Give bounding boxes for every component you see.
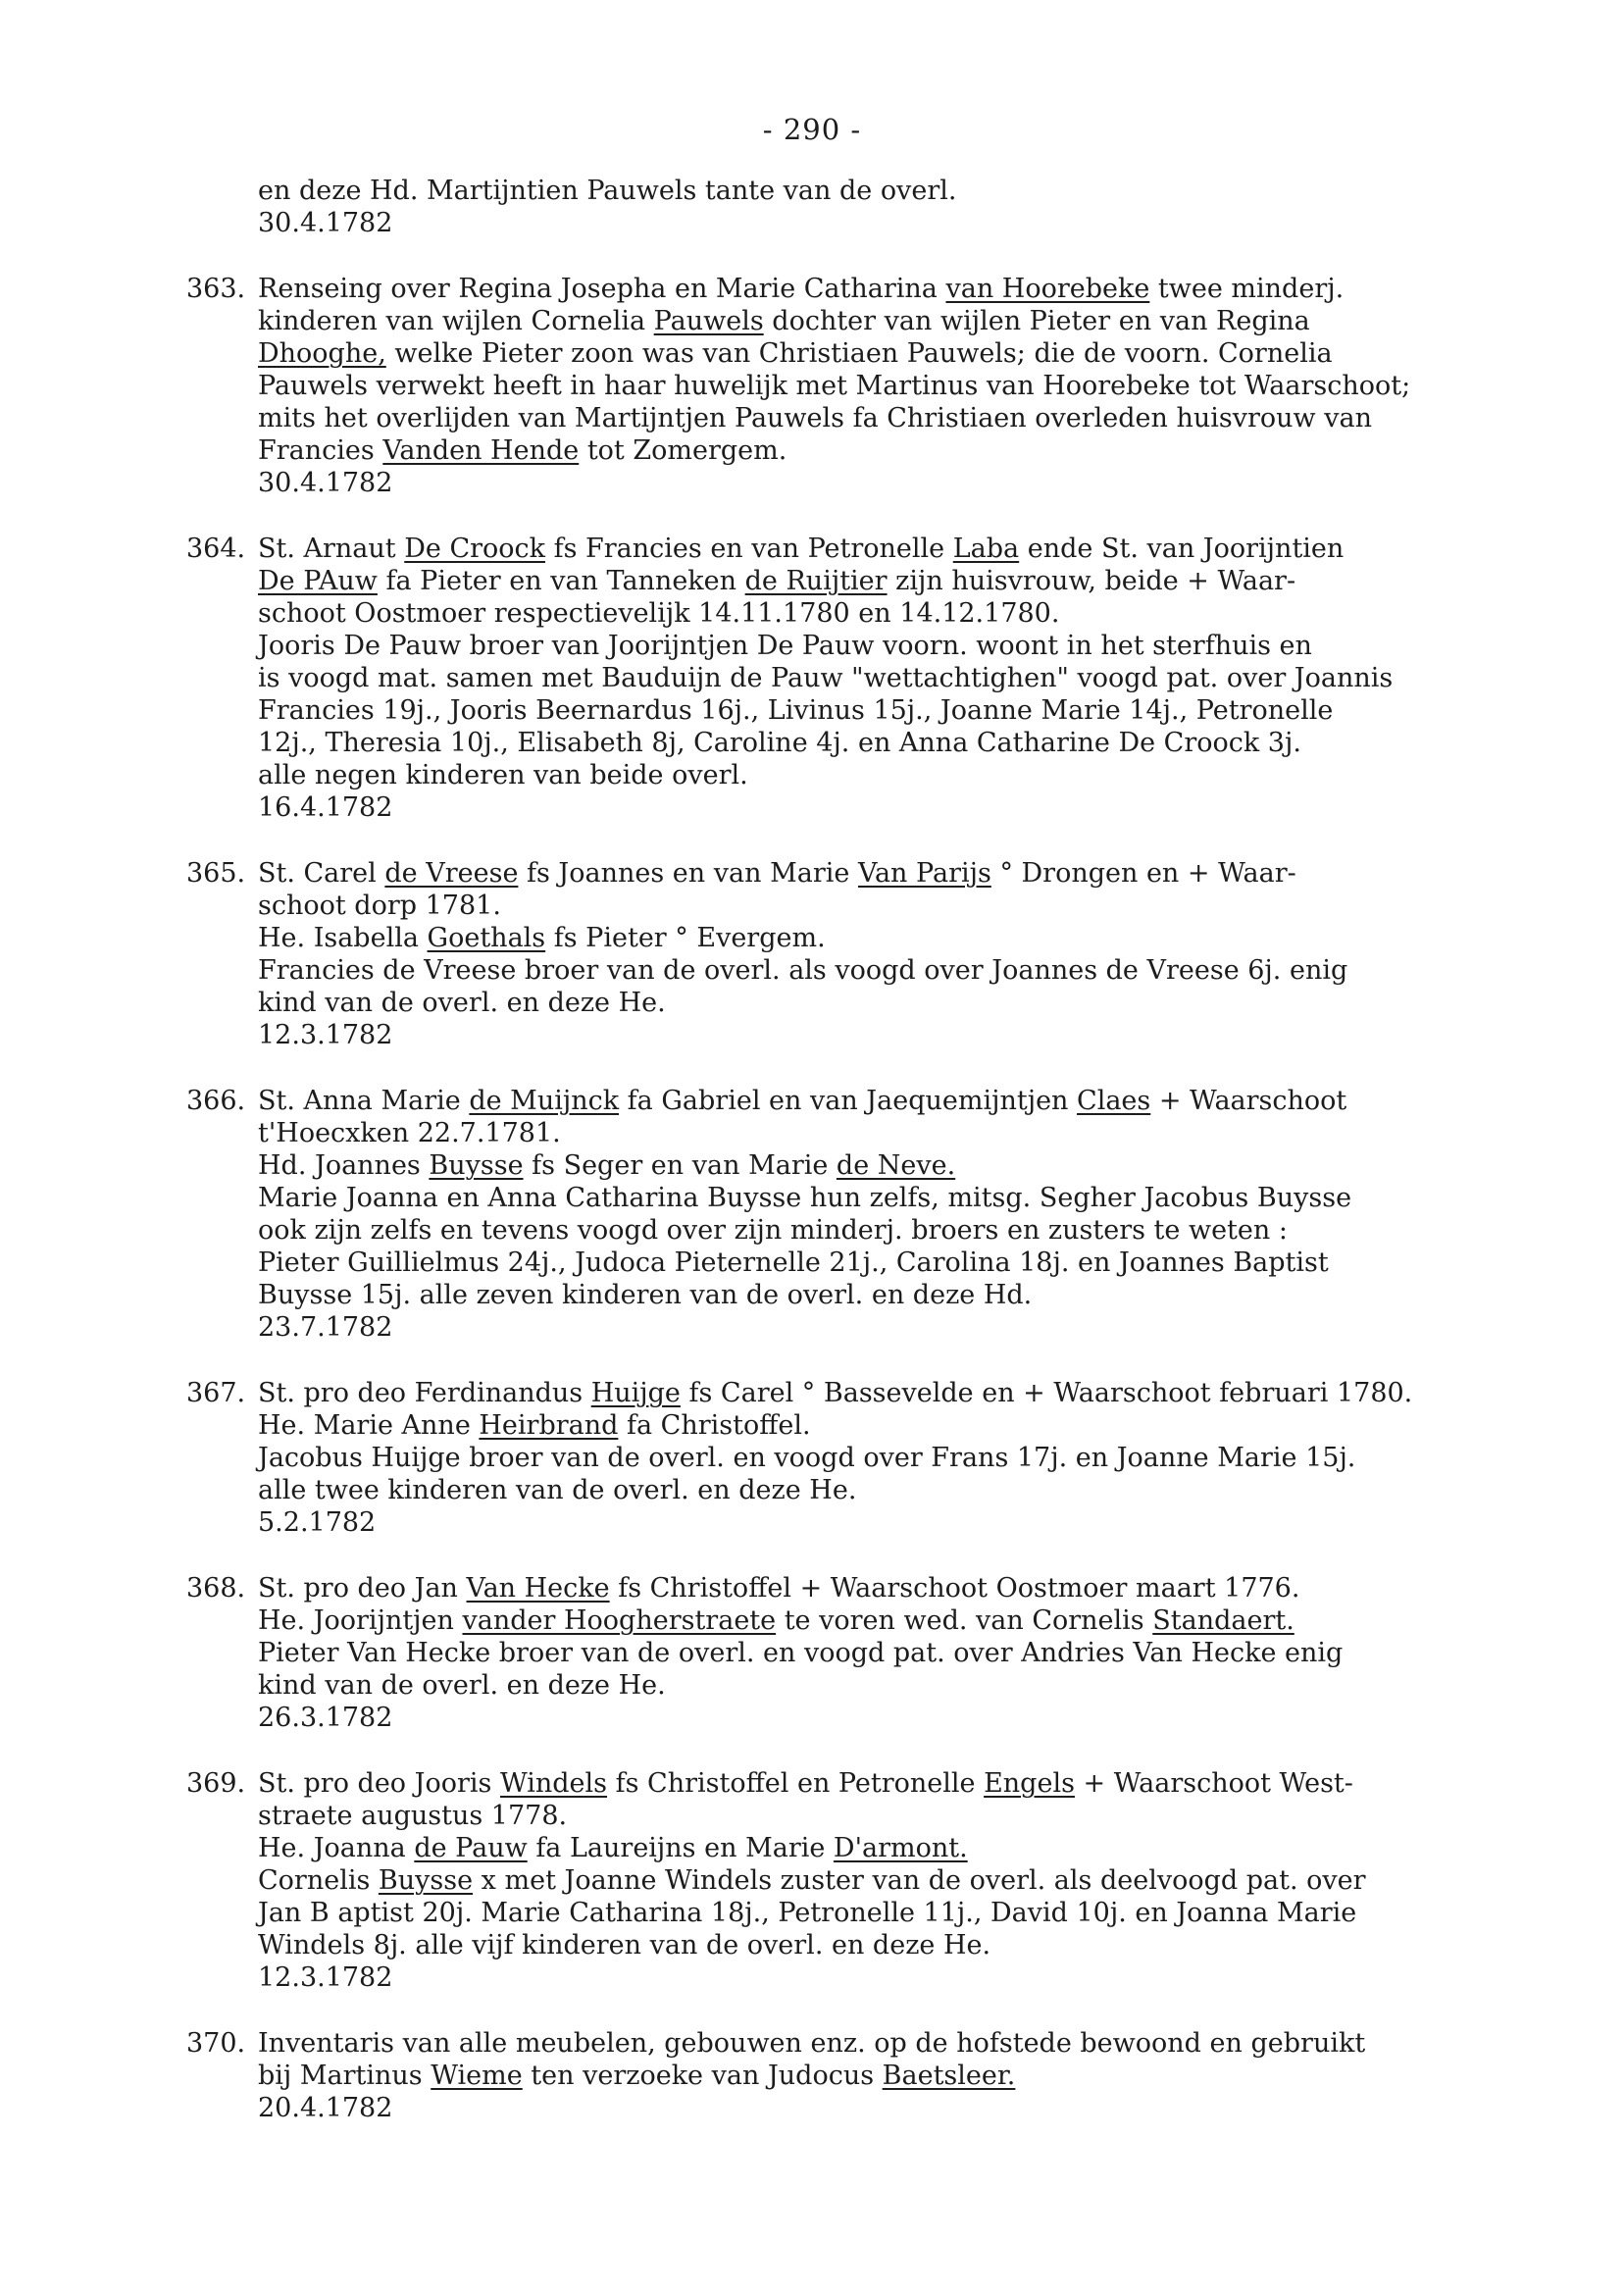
text-segment: is voogd mat. samen met Bauduijn de Pauw "wettachtighen" voogd pat. over Joannis	[258, 663, 1394, 693]
text-line	[258, 791, 1559, 824]
text-segment: He. Joanna	[258, 1833, 415, 1863]
text-segment: fs Joannes en van Marie	[518, 858, 858, 889]
entry-number: 363.	[186, 274, 246, 304]
text-segment: kinderen van wijlen Cornelia	[258, 306, 654, 336]
text-line	[258, 1377, 1559, 1409]
entry-366	[186, 1085, 1559, 1344]
text-segment: St. Carel	[258, 858, 385, 889]
text-segment: He. Joorijntjen	[258, 1605, 463, 1636]
text-segment: tot Zomergem.	[579, 435, 787, 466]
underlined-name: vander Hoogherstraete	[462, 1605, 777, 1636]
underlined-name: Van Hecke	[466, 1573, 610, 1604]
text-segment: bij Martinus	[258, 2061, 431, 2091]
text-line	[258, 565, 1559, 597]
underlined-name: Goethals	[427, 923, 546, 953]
text-line	[258, 727, 1559, 759]
text-segment: Pieter Guillielmus 24j., Judoca Pieternelle 21j., Carolina 18j. en Joannes Baptist	[258, 1247, 1329, 1278]
entry-370	[186, 2027, 1559, 2124]
text-segment: Francies 19j., Jooris Beernardus 16j., Livinus 15j., Joanne Marie 14j., Petronelle	[258, 695, 1334, 726]
text-segment: schoot dorp 1781.	[258, 891, 501, 921]
text-segment: fs Carel ° Bassevelde en + Waarschoot februari 1780.	[680, 1378, 1413, 1408]
text-segment: Buysse 15j. alle zeven kinderen van de overl. en deze Hd.	[258, 1280, 1033, 1310]
text-line	[258, 402, 1559, 434]
entry-369	[186, 1767, 1559, 1994]
text-segment: fs Francies en van Petronelle	[545, 534, 953, 564]
text-line	[258, 1019, 1559, 1051]
text-line	[258, 759, 1559, 791]
entry-364	[186, 533, 1559, 824]
text-segment: + Waarschoot West-	[1074, 1768, 1353, 1799]
text-line	[258, 1864, 1559, 1897]
text-segment: He. Isabella	[258, 923, 428, 953]
text-line	[258, 1897, 1559, 1929]
text-line	[258, 370, 1559, 402]
text-line	[258, 1800, 1559, 1832]
text-segment: twee minderj.	[1149, 274, 1345, 304]
entry-number: 369.	[186, 1768, 246, 1799]
text-line	[258, 207, 1559, 239]
text-segment: Jacobus Huijge broer van de overl. en voogd over Frans 17j. en Joanne Marie 15j.	[258, 1443, 1356, 1473]
text-segment: t'Hoecxken 22.7.1781.	[258, 1118, 561, 1148]
text-segment: en deze Hd. Martijntien Pauwels tante van de overl.	[258, 176, 957, 206]
text-segment: St. Anna Marie	[258, 1086, 470, 1116]
text-segment: welke Pieter zoon was van Christiaen Pauwels; die de voorn. Cornelia	[385, 338, 1333, 369]
underlined-name: Windels	[499, 1768, 608, 1799]
underlined-name: Laba	[952, 534, 1020, 564]
text-segment: He. Marie Anne	[258, 1410, 480, 1441]
text-segment: 23.7.1782	[258, 1312, 393, 1343]
entry-list	[186, 273, 1559, 2124]
text-segment: 16.4.1782	[258, 792, 393, 823]
entry-368	[186, 1572, 1559, 1734]
underlined-name: Pauwels	[653, 306, 764, 336]
text-segment: alle twee kinderen van de overl. en deze He.	[258, 1475, 857, 1505]
text-line	[258, 1637, 1559, 1669]
text-segment: Cornelis	[258, 1865, 379, 1896]
underlined-name: Baetsleer.	[882, 2061, 1016, 2091]
text-segment: fa Pieter en van Tanneken	[377, 566, 745, 596]
text-line	[258, 1702, 1559, 1734]
text-segment: ten verzoeke van Judocus	[522, 2061, 883, 2091]
text-segment: fa Christoffel.	[618, 1410, 811, 1441]
text-line	[258, 2060, 1559, 2092]
text-line	[258, 467, 1559, 499]
text-line	[258, 273, 1559, 305]
entry-number: 368.	[186, 1573, 246, 1604]
text-segment: Francies	[258, 435, 383, 466]
text-segment: Windels 8j. alle vijf kinderen van de overl. en deze He.	[258, 1930, 991, 1960]
text-segment: kind van de overl. en deze He.	[258, 1670, 666, 1701]
underlined-name: de Ruijtier	[744, 566, 888, 596]
text-line	[258, 1604, 1559, 1637]
entry-number: 364.	[186, 534, 246, 564]
text-segment: St. pro deo Jooris	[258, 1768, 500, 1799]
text-line	[258, 337, 1559, 370]
underlined-name: D'armont.	[833, 1833, 968, 1863]
text-line	[258, 2027, 1559, 2060]
text-line	[258, 1832, 1559, 1864]
text-segment: fs Seger en van Marie	[523, 1150, 837, 1181]
text-line	[258, 1182, 1559, 1214]
text-line	[258, 1506, 1559, 1539]
text-segment: ook zijn zelfs en tevens voogd over zijn minderj. broers en zusters te weten :	[258, 1215, 1288, 1246]
text-line	[258, 1572, 1559, 1604]
text-segment: te voren wed. van Cornelis	[776, 1605, 1153, 1636]
underlined-name: Engels	[984, 1768, 1075, 1799]
entry-number: 370.	[186, 2028, 246, 2059]
text-segment: ende St. van Joorijntien	[1019, 534, 1345, 564]
entry-number: 366.	[186, 1086, 246, 1116]
text-segment: + Waarschoot	[1150, 1086, 1347, 1116]
underlined-name: Wieme	[431, 2061, 523, 2091]
underlined-name: De PAuw	[258, 566, 378, 596]
text-line	[258, 662, 1559, 694]
text-line	[258, 434, 1559, 467]
text-line	[258, 922, 1559, 954]
underlined-name: Vanden Hende	[382, 435, 580, 466]
text-segment: 30.4.1782	[258, 468, 393, 498]
text-segment: Marie Joanna en Anna Catharina Buysse hun zelfs, mitsg. Segher Jacobus Buysse	[258, 1183, 1352, 1213]
text-segment: fs Pieter ° Evergem.	[545, 923, 826, 953]
underlined-name: Heirbrand	[479, 1410, 619, 1441]
text-line	[258, 1442, 1559, 1474]
entry-number: 365.	[186, 858, 246, 889]
text-segment: straete augustus 1778.	[258, 1801, 568, 1831]
text-line	[258, 1311, 1559, 1344]
underlined-name: Van Parijs	[857, 858, 991, 889]
text-segment: 12.3.1782	[258, 1020, 393, 1050]
text-segment: 26.3.1782	[258, 1703, 393, 1733]
underlined-name: de Neve.	[836, 1150, 956, 1181]
page-number: - 290 -	[762, 113, 862, 146]
text-line	[258, 1214, 1559, 1247]
underlined-name: Buysse	[429, 1150, 524, 1181]
text-line	[258, 533, 1559, 565]
text-segment: fa Gabriel en van Jaequemijntjen	[619, 1086, 1078, 1116]
text-line	[258, 1247, 1559, 1279]
text-line	[258, 1085, 1559, 1117]
text-segment: fs Christoffel en Petronelle	[607, 1768, 985, 1799]
text-segment: zijn huisvrouw, beide + Waar-	[887, 566, 1296, 596]
text-line	[258, 305, 1559, 337]
text-segment: Jan B aptist 20j. Marie Catharina 18j., Petronelle 11j., David 10j. en Joanna Marie	[258, 1898, 1357, 1928]
text-line	[258, 1669, 1559, 1702]
text-line	[258, 987, 1559, 1019]
underlined-name: Huijge	[590, 1378, 681, 1408]
text-segment: 5.2.1782	[258, 1507, 377, 1538]
text-segment: Hd. Joannes	[258, 1150, 430, 1181]
underlined-name: de Vreese	[384, 858, 519, 889]
text-segment: kind van de overl. en deze He.	[258, 988, 666, 1018]
text-line	[258, 1409, 1559, 1442]
entry-363	[186, 273, 1559, 499]
underlined-name: Dhooghe,	[258, 338, 386, 369]
text-segment: 12j., Theresia 10j., Elisabeth 8j, Caroline 4j. en Anna Catharine De Croock 3j.	[258, 728, 1301, 758]
text-line	[258, 1279, 1559, 1311]
text-line	[258, 1117, 1559, 1149]
text-segment: alle negen kinderen van beide overl.	[258, 760, 748, 790]
text-segment: x met Joanne Windels zuster van de overl. als deelvoogd pat. over	[473, 1865, 1366, 1896]
text-segment: Pauwels verwekt heeft in haar huwelijk met Martinus van Hoorebeke tot Waarschoot;	[258, 371, 1411, 401]
text-segment: dochter van wijlen Pieter en van Regina	[763, 306, 1310, 336]
text-segment: Francies de Vreese broer van de overl. als voogd over Joannes de Vreese 6j. enig	[258, 955, 1348, 986]
text-line	[258, 857, 1559, 890]
underlined-name: Buysse	[378, 1865, 474, 1896]
text-segment: ° Drongen en + Waar-	[990, 858, 1296, 889]
text-segment: St. Arnaut	[258, 534, 405, 564]
text-segment: Inventaris van alle meubelen, gebouwen enz. op de hofstede bewoond en gebruikt	[258, 2028, 1366, 2059]
text-segment: 20.4.1782	[258, 2093, 393, 2123]
text-line	[258, 1474, 1559, 1506]
underlined-name: De Croock	[404, 534, 546, 564]
continued-entry	[258, 175, 1559, 239]
text-line	[258, 2092, 1559, 2124]
text-segment: St. pro deo Jan	[258, 1573, 467, 1604]
text-line	[258, 1149, 1559, 1182]
underlined-name: van Hoorebeke	[945, 274, 1150, 304]
entry-367	[186, 1377, 1559, 1539]
document-body	[186, 175, 1559, 2124]
text-line	[258, 694, 1559, 727]
underlined-name: Standaert.	[1152, 1605, 1294, 1636]
text-line	[258, 175, 1559, 207]
text-segment: mits het overlijden van Martijntjen Pauwels fa Christiaen overleden huisvrouw van	[258, 403, 1372, 433]
text-line	[258, 954, 1559, 987]
underlined-name: de Pauw	[414, 1833, 528, 1863]
text-line	[258, 597, 1559, 630]
text-segment: 30.4.1782	[258, 208, 393, 238]
text-segment: St. pro deo Ferdinandus	[258, 1378, 591, 1408]
text-segment: Pieter Van Hecke broer van de overl. en voogd pat. over Andries Van Hecke enig	[258, 1638, 1344, 1668]
text-line	[258, 1961, 1559, 1994]
text-segment: Jooris De Pauw broer van Joorijntjen De Pauw voorn. woont in het sterfhuis en	[258, 631, 1312, 661]
entry-number: 367.	[186, 1378, 246, 1408]
text-line	[258, 1767, 1559, 1800]
text-segment: fa Laureijns en Marie	[527, 1833, 834, 1863]
text-segment: fs Christoffel + Waarschoot Oostmoer maart 1776.	[609, 1573, 1300, 1604]
text-segment: schoot Oostmoer respectievelijk 14.11.1780 en 14.12.1780.	[258, 598, 1060, 629]
text-segment: Renseing over Regina Josepha en Marie Catharina	[258, 274, 946, 304]
entry-365	[186, 857, 1559, 1051]
underlined-name: de Muijnck	[469, 1086, 620, 1116]
text-line	[258, 890, 1559, 922]
text-line	[258, 630, 1559, 662]
underlined-name: Claes	[1077, 1086, 1151, 1116]
text-segment: 12.3.1782	[258, 1962, 393, 1993]
text-line	[258, 1929, 1559, 1961]
